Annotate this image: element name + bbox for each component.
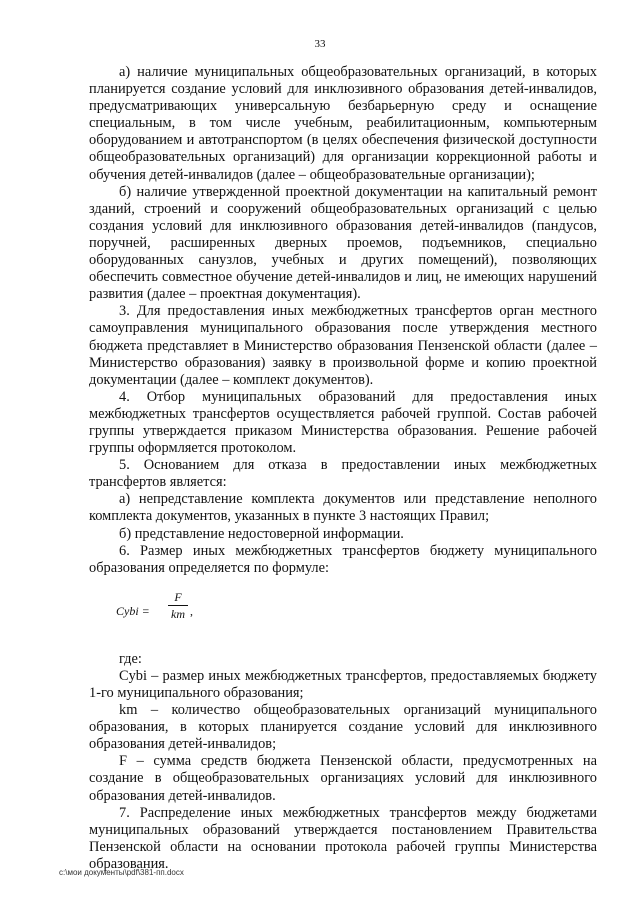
paragraph-3-application: 3. Для предоставления иных межбюджетных трансфертов орган местного самоуправления муниципального образования после утверждения местного бюджета представляет в Министерство образования Пензенской области (далее – Министерство образования) заявку в произвольной форме и копию проектной документации (далее – комплект документов). [89,303,597,388]
formula-denominator: km [171,606,185,621]
formula [89,583,597,641]
paragraph-b-project-docs: б) наличие утвержденной проектной документации на капитальный ремонт зданий, строений и сооружений общеобразовательных организаций с целью создания условий для инклюзивного образования детей-инвалидов (пандусов, поручней, расширенных дверных проемов, подъемников, специально оборудованных санузлов, учебных и других помещений), позволяющих обеспечить совместное обучение детей-инвалидов и лиц, не имеющих нарушений развития (далее – проектная документация). [89,183,597,303]
formula-fraction [168,590,188,621]
definition-km: km – количество общеобразовательных организаций муниципального образования, в которых планируется создание условий для инклюзивного образования детей-инвалидов; [89,702,597,753]
paragraph-a-schools: а) наличие муниципальных общеобразовательных организаций, в которых планируется создание условий для инклюзивного образования детей-инвалидов, предусматривающих универсальную безбарьерную среду и оснащение специальным, в том числе учебным, реабилитационным, компьютерным оборудованием и автотранспортом (в целях обеспечения физической доступности общеобразовательных организаций) для организации коррекционной работы и обучения детей-инвалидов (далее – общеобразовательные организации); [89,64,597,183]
paragraph-5a-incomplete: а) непредставление комплекта документов или представление неполного комплекта документов, указанных в пункте 3 настоящих Правил; [89,491,597,525]
paragraph-4-selection: 4. Отбор муниципальных образований для предоставления иных межбюджетных трансфертов осуществляется рабочей группой. Состав рабочей группы утверждается приказом Министерства образования. Решение рабочей группы оформляется протоколом. [89,388,597,457]
paragraph-6-formula-intro: 6. Размер иных межбюджетных трансфертов бюджету муниципального образования определяется по формуле: [89,542,597,576]
where-label: где: [119,650,142,667]
paragraph-5b-false-info: б) представление недостоверной информации. [119,525,404,542]
paragraph-7-distribution: 7. Распределение иных межбюджетных трансфертов между бюджетами муниципальных образований утверждается постановлением Правительства Пензенской области на основании протокола рабочей группы Министерства образования. [89,804,597,872]
fraction-bar [168,605,188,606]
paragraph-5-refusal: 5. Основанием для отказа в предоставлении иных межбюджетных трансфертов является: [89,457,597,491]
definition-f: F – сумма средств бюджета Пензенской области, предусмотренных на создание в общеобразовательных организациях условий для инклюзивного образования детей-инвалидов. [89,753,597,804]
page-number: 33 [314,38,326,50]
formula-comma: , [190,603,193,618]
footer-file-path: c:\мои документы\pdf\381-пп.docx [59,868,184,877]
formula-numerator: F [174,589,182,604]
document-body [89,64,597,873]
definition-cybi: Cybi – размер иных межбюджетных трансфертов, предоставляемых бюджету 1-го муниципального образования; [89,667,597,701]
formula-lhs: Cybi = [116,603,150,618]
